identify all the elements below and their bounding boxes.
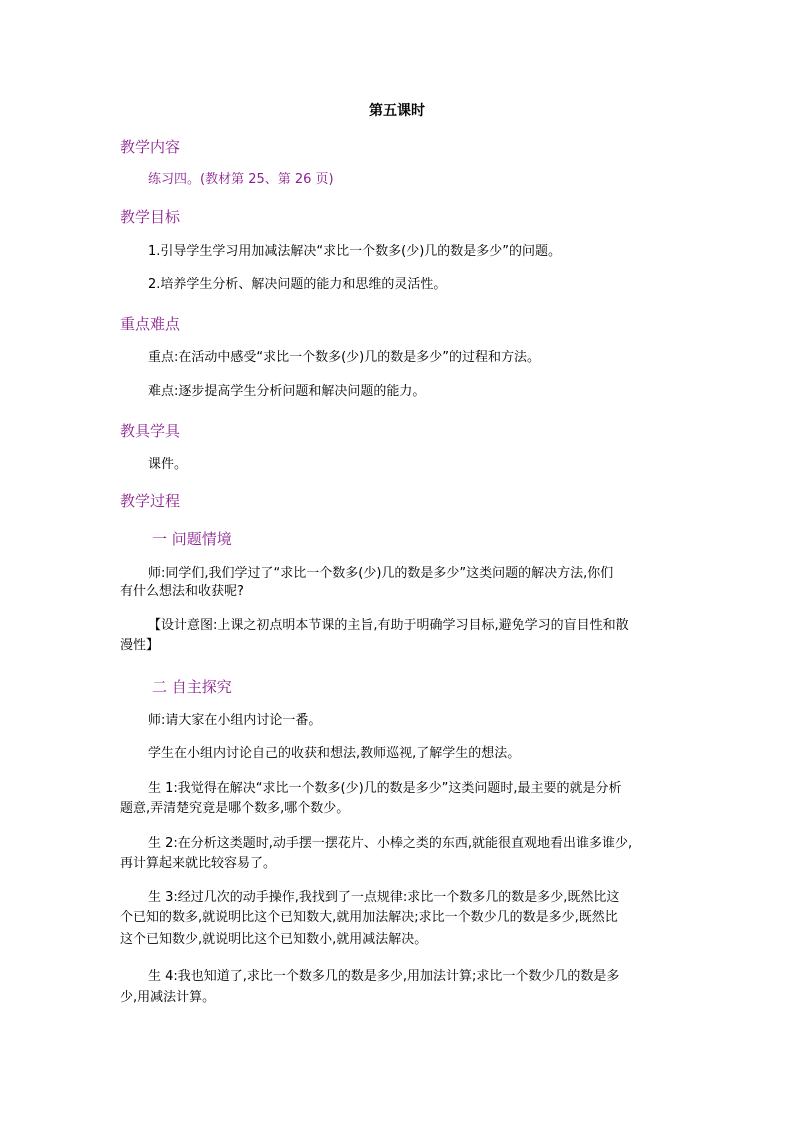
goal-2: 2.培养学生分析、解决问题的能力和思维的灵活性。 [148, 277, 447, 292]
student1-line1: 生 1:我觉得在解决“求比一个数多(少)几的数是多少”这类问题时,最主要的就是分析 [148, 781, 622, 796]
goal-1: 1.引导学生学习用加减法解决“求比一个数多(少)几的数是多少”的问题。 [148, 244, 562, 259]
heading-teaching-content: 教学内容 [120, 138, 181, 156]
part1-design-line2: 漫性】 [120, 638, 160, 653]
heading-teaching-tools: 教具学具 [120, 422, 181, 440]
heading-key-points: 重点难点 [120, 315, 181, 333]
page-title: 第五课时 [369, 103, 425, 119]
part2-heading: 二 自主探究 [152, 678, 232, 696]
student1-line2: 题意,弄清楚究竟是哪个数多,哪个数少。 [120, 801, 350, 816]
part1-design-line1: 【设计意图:上课之初点明本节课的主旨,有助于明确学习目标,避免学习的盲目性和散 [148, 618, 629, 633]
student2-line1: 生 2:在分析这类题时,动手摆一摆花片、小棒之类的东西,就能很直观地看出谁多谁少, [148, 836, 633, 851]
part1-heading: 一 问题情境 [152, 530, 232, 548]
part2-teacher: 师:请大家在小组内讨论一番。 [148, 713, 322, 728]
student4-line1: 生 4:我也知道了,求比一个数多几的数是多少,用加法计算;求比一个数少几的数是多 [148, 969, 620, 984]
heading-teaching-process: 教学过程 [120, 492, 181, 510]
teaching-content-text: 练习四。(教材第 25、第 26 页) [148, 172, 334, 187]
student4-line2: 少,用减法计算。 [120, 990, 216, 1005]
student3-line3: 这个已知数少,就说明比这个已知数小,就用减法解决。 [120, 932, 428, 947]
part2-students: 学生在小组内讨论自己的收获和想法,教师巡视,了解学生的想法。 [148, 746, 521, 761]
student3-line2: 个已知的数多,就说明比这个已知数大,就用加法解决;求比一个数少几的数是多少,既然比 [120, 910, 618, 925]
part1-teacher-line2: 有什么想法和收获呢? [120, 584, 244, 599]
student2-line2: 再计算起来就比较容易了。 [120, 856, 277, 871]
part1-teacher-line1: 师:同学们,我们学过了“求比一个数多(少)几的数是多少”这类问题的解决方法,你们 [148, 566, 614, 581]
teaching-tools-text: 课件。 [148, 457, 188, 472]
difficulty: 难点:逐步提高学生分析问题和解决问题的能力。 [148, 384, 426, 399]
student3-line1: 生 3:经过几次的动手操作,我找到了一点规律:求比一个数多几的数是多少,既然比这 [148, 890, 620, 905]
heading-teaching-goals: 教学目标 [120, 208, 181, 226]
key-point: 重点:在活动中感受“求比一个数多(少)几的数是多少”的过程和方法。 [148, 350, 540, 365]
